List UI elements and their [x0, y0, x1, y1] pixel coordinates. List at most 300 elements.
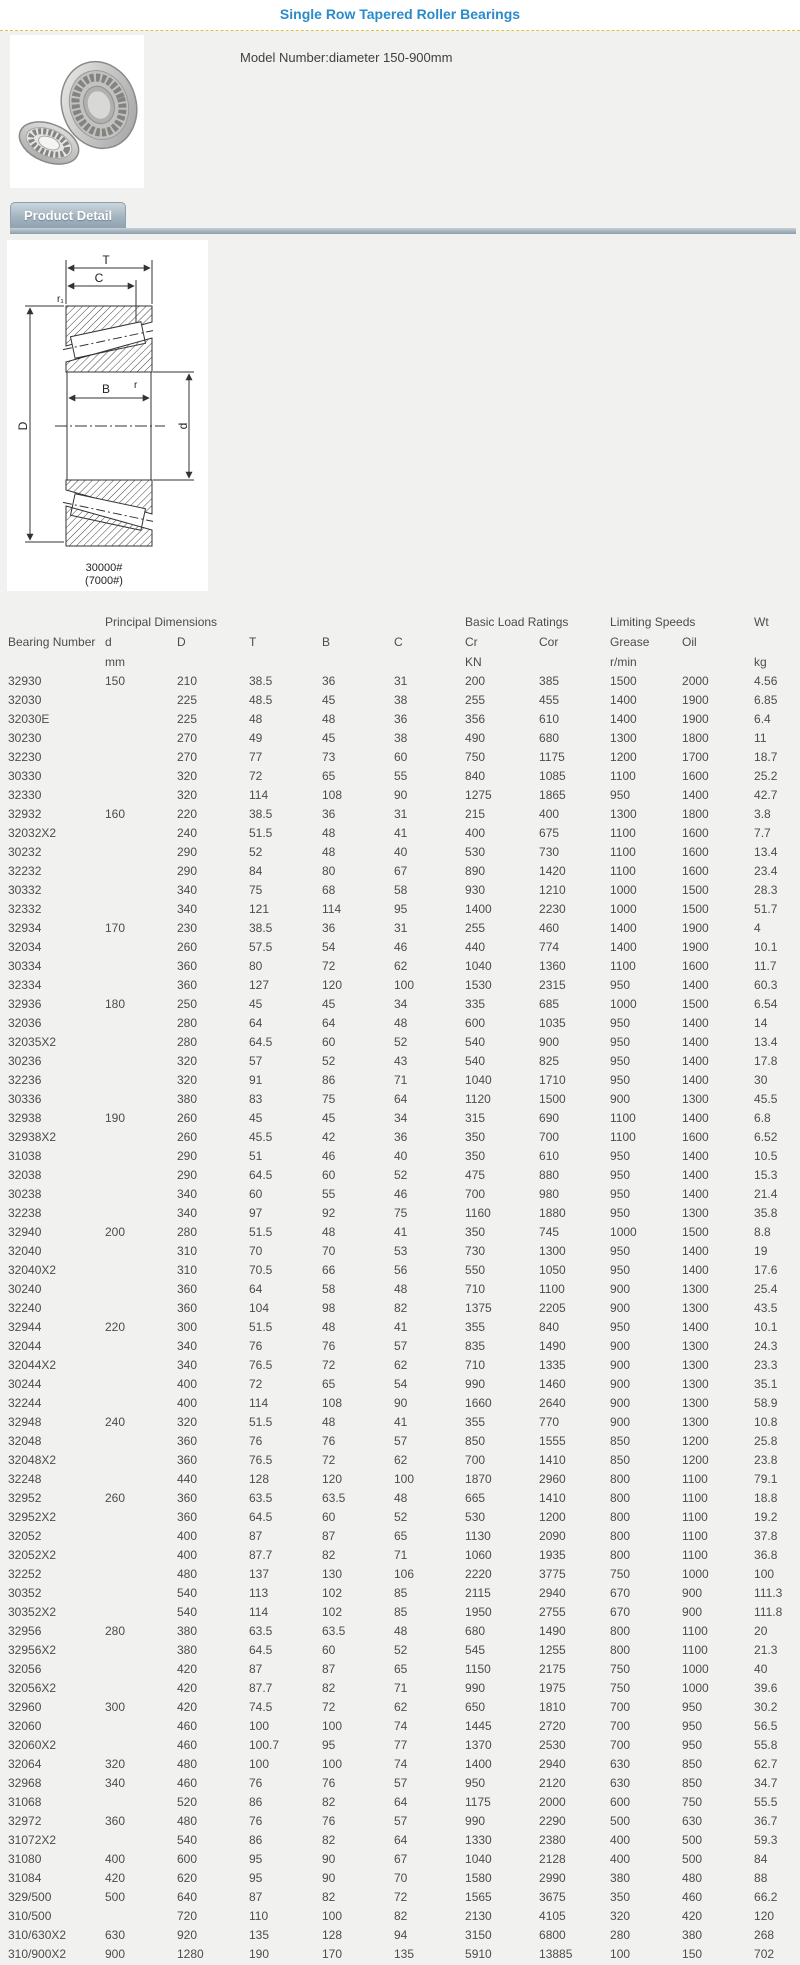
- table-cell: 66: [322, 1263, 336, 1277]
- table-cell: 41: [394, 1225, 408, 1239]
- table-cell: 3.8: [754, 807, 771, 821]
- table-cell: 900: [610, 1396, 631, 1410]
- table-cell: 1400: [682, 1149, 709, 1163]
- table-row: [0, 995, 800, 1014]
- table-row: [0, 1242, 800, 1261]
- table-row: [0, 919, 800, 938]
- cell-bearing-number: 32036: [8, 1016, 42, 1030]
- table-cell: 1060: [465, 1548, 492, 1562]
- dim-label-C: C: [94, 271, 104, 285]
- table-cell: [105, 862, 177, 881]
- table-cell: 40: [394, 845, 408, 859]
- table-cell: 62.7: [754, 1757, 778, 1771]
- table-cell: 52: [322, 1054, 336, 1068]
- table-cell: [105, 1546, 177, 1565]
- cell-bearing-number: 32952: [8, 1491, 42, 1505]
- table-cell: 420: [177, 1681, 198, 1695]
- table-cell: 300: [105, 1700, 126, 1714]
- table-cell: 315: [465, 1111, 486, 1125]
- table-cell: 3675: [539, 1890, 566, 1904]
- cell-bearing-number: 31068: [8, 1795, 42, 1809]
- table-cell: 42: [322, 1130, 336, 1144]
- table-cell: 1040: [465, 1852, 492, 1866]
- table-cell: 1280: [177, 1947, 204, 1961]
- table-cell: 43.5: [754, 1301, 778, 1315]
- table-cell: [105, 1565, 177, 1584]
- table-cell: 87: [322, 1529, 336, 1543]
- table-row: [0, 710, 800, 729]
- table-cell: 850: [610, 1434, 631, 1448]
- table-cell: 850: [465, 1434, 486, 1448]
- title-bar: [0, 0, 800, 31]
- table-cell: 23.3: [754, 1358, 778, 1372]
- table-cell: 36: [322, 921, 336, 935]
- table-cell: 72: [322, 1453, 336, 1467]
- dim-label-D: D: [16, 421, 30, 431]
- table-cell: 54: [322, 940, 336, 954]
- table-row: [0, 1147, 800, 1166]
- table-cell: 480: [177, 1567, 198, 1581]
- cell-bearing-number: 30236: [8, 1054, 42, 1068]
- table-row: [0, 1052, 800, 1071]
- table-cell: 1000: [610, 902, 637, 916]
- cell-bearing-number: 31084: [8, 1871, 42, 1885]
- table-row: [0, 748, 800, 767]
- cell-bearing-number: 310/630X2: [8, 1928, 67, 1942]
- table-cell: 45: [249, 997, 263, 1011]
- table-cell: 680: [539, 731, 560, 745]
- table-cell: 45.5: [754, 1092, 778, 1106]
- table-cell: 31: [394, 674, 408, 688]
- table-cell: 48: [394, 1491, 408, 1505]
- table-cell: 76: [249, 1814, 263, 1828]
- table-cell: 320: [177, 769, 198, 783]
- bearing-cross-section-drawing: [7, 240, 208, 591]
- table-cell: 800: [610, 1624, 631, 1638]
- table-cell: [105, 1394, 177, 1413]
- table-cell: 82: [322, 1890, 336, 1904]
- table-cell: 1300: [682, 1377, 709, 1391]
- table-cell: 1400: [682, 1263, 709, 1277]
- table-cell: 2130: [465, 1909, 492, 1923]
- table-cell: 290: [177, 845, 198, 859]
- table-cell: 1500: [682, 1225, 709, 1239]
- table-cell: 87: [322, 1662, 336, 1676]
- table-cell: 350: [465, 1225, 486, 1239]
- cell-bearing-number: 32040: [8, 1244, 42, 1258]
- table-row: [0, 957, 800, 976]
- table-cell: 1900: [682, 693, 709, 707]
- column-header-row: [0, 632, 800, 652]
- table-cell: 360: [177, 959, 198, 973]
- table-cell: 94: [394, 1928, 408, 1942]
- table-cell: 57: [394, 1776, 408, 1790]
- table-cell: 710: [465, 1282, 486, 1296]
- table-row: [0, 805, 800, 824]
- table-cell: 1900: [682, 712, 709, 726]
- table-cell: 95: [249, 1852, 263, 1866]
- table-cell: 1100: [610, 1130, 636, 1144]
- table-cell: [105, 1907, 177, 1926]
- table-cell: 170: [105, 921, 126, 935]
- table-cell: 64: [394, 1833, 408, 1847]
- col-header-C: C: [394, 635, 403, 649]
- table-cell: 6.52: [754, 1130, 778, 1144]
- table-cell: 76.5: [249, 1358, 273, 1372]
- table-cell: 1810: [539, 1700, 566, 1714]
- table-cell: 1710: [539, 1073, 566, 1087]
- table-cell: 1130: [465, 1529, 491, 1543]
- table-cell: 63.5: [249, 1624, 273, 1638]
- table-cell: 690: [539, 1111, 560, 1125]
- table-cell: 340: [105, 1776, 126, 1790]
- table-cell: [105, 1679, 177, 1698]
- table-cell: 3150: [465, 1928, 492, 1942]
- table-cell: 95: [249, 1871, 263, 1885]
- table-cell: 82: [322, 1681, 336, 1695]
- table-cell: 19.2: [754, 1510, 778, 1524]
- table-cell: 1100: [682, 1643, 708, 1657]
- table-cell: 950: [610, 1244, 631, 1258]
- table-cell: 3775: [539, 1567, 566, 1581]
- table-row: [0, 1413, 800, 1432]
- table-cell: 86: [322, 1073, 336, 1087]
- table-cell: 25.8: [754, 1434, 778, 1448]
- cell-bearing-number: 32330: [8, 788, 42, 802]
- cell-bearing-number: 32938: [8, 1111, 42, 1125]
- table-cell: 10.1: [754, 940, 778, 954]
- table-cell: 880: [539, 1168, 560, 1182]
- table-cell: 1175: [539, 750, 565, 764]
- table-cell: 48: [322, 1225, 336, 1239]
- col-header-B: B: [322, 635, 331, 649]
- table-cell: 385: [539, 674, 560, 688]
- table-cell: 340: [177, 1206, 198, 1220]
- cell-bearing-number: 32940: [8, 1225, 42, 1239]
- table-cell: 135: [394, 1947, 415, 1961]
- table-cell: 52: [249, 845, 263, 859]
- table-row: [0, 1299, 800, 1318]
- table-cell: 60: [322, 1035, 336, 1049]
- table-cell: 72: [394, 1890, 408, 1904]
- table-cell: 111.8: [754, 1605, 783, 1619]
- table-cell: 41: [394, 1320, 408, 1334]
- table-cell: 71: [394, 1548, 408, 1562]
- table-cell: 840: [539, 1320, 560, 1334]
- table-cell: 100.7: [249, 1738, 280, 1752]
- table-cell: 700: [610, 1700, 631, 1714]
- table-cell: 500: [682, 1852, 703, 1866]
- table-cell: 76: [249, 1339, 263, 1353]
- table-cell: 460: [682, 1890, 703, 1904]
- col-header-bearing-number: Bearing Number: [8, 635, 96, 649]
- table-cell: 1600: [682, 959, 709, 973]
- table-cell: 24.3: [754, 1339, 778, 1353]
- table-cell: 36.7: [754, 1814, 778, 1828]
- table-cell: [105, 1299, 177, 1318]
- table-row: [0, 1603, 800, 1622]
- table-cell: [105, 1337, 177, 1356]
- table-cell: 6800: [539, 1928, 566, 1942]
- table-cell: 340: [177, 883, 198, 897]
- table-cell: 2960: [539, 1472, 566, 1486]
- table-row: [0, 1812, 800, 1831]
- cell-bearing-number: 30352X2: [8, 1605, 57, 1619]
- table-cell: 10.5: [754, 1149, 778, 1163]
- table-cell: 950: [610, 1320, 631, 1334]
- table-cell: 260: [105, 1491, 126, 1505]
- cell-bearing-number: 32944: [8, 1320, 42, 1334]
- table-row: [0, 729, 800, 748]
- table-cell: 1300: [682, 1301, 709, 1315]
- table-cell: 102: [322, 1605, 343, 1619]
- table-cell: 1120: [465, 1092, 491, 1106]
- table-cell: 48: [394, 1016, 408, 1030]
- table-cell: 46: [322, 1149, 336, 1163]
- group-header-limiting-speeds: Limiting Speeds: [610, 615, 696, 629]
- cell-bearing-number: 31080: [8, 1852, 42, 1866]
- table-cell: 1275: [465, 788, 492, 802]
- table-cell: 1445: [465, 1719, 492, 1733]
- cell-bearing-number: 32048X2: [8, 1453, 57, 1467]
- table-cell: 11.7: [754, 959, 777, 973]
- table-cell: 500: [105, 1890, 126, 1904]
- table-cell: 102: [322, 1586, 343, 1600]
- table-cell: 100: [394, 978, 415, 992]
- table-cell: 300: [177, 1320, 198, 1334]
- table-cell: 82: [322, 1833, 336, 1847]
- table-cell: 600: [177, 1852, 198, 1866]
- table-cell: 87: [249, 1662, 263, 1676]
- table-cell: 610: [539, 712, 560, 726]
- table-cell: 360: [177, 1510, 198, 1524]
- table-cell: 1400: [610, 693, 637, 707]
- table-cell: 900: [610, 1282, 631, 1296]
- table-cell: 1360: [539, 959, 566, 973]
- table-cell: 900: [610, 1301, 631, 1315]
- cell-bearing-number: 30232: [8, 845, 42, 859]
- table-cell: 1000: [682, 1681, 709, 1695]
- table-cell: 1300: [682, 1358, 709, 1372]
- table-cell: 18.7: [754, 750, 778, 764]
- table-cell: [105, 1356, 177, 1375]
- table-cell: [105, 1166, 177, 1185]
- table-cell: 200: [105, 1225, 126, 1239]
- table-row: [0, 1508, 800, 1527]
- table-cell: 113: [249, 1586, 269, 1600]
- table-cell: 1255: [539, 1643, 566, 1657]
- table-cell: 1400: [682, 1320, 709, 1334]
- table-cell: 1100: [610, 959, 636, 973]
- table-cell: 72: [322, 1700, 336, 1714]
- cell-bearing-number: 31072X2: [8, 1833, 57, 1847]
- table-cell: 70: [322, 1244, 336, 1258]
- cell-bearing-number: 30336: [8, 1092, 42, 1106]
- table-cell: 14: [754, 1016, 768, 1030]
- table-cell: 38.5: [249, 807, 273, 821]
- table-cell: 610: [539, 1149, 560, 1163]
- table-cell: 13.4: [754, 845, 778, 859]
- dim-label-B: B: [101, 382, 111, 396]
- table-cell: 1400: [682, 978, 709, 992]
- table-cell: 1175: [465, 1795, 491, 1809]
- table-cell: 850: [682, 1776, 703, 1790]
- table-cell: 280: [177, 1035, 198, 1049]
- table-cell: 1150: [465, 1662, 491, 1676]
- table-cell: 700: [465, 1453, 486, 1467]
- table-cell: 455: [539, 693, 560, 707]
- table-cell: 46: [394, 1187, 408, 1201]
- table-cell: 900: [610, 1339, 631, 1353]
- table-cell: 73: [322, 750, 336, 764]
- table-cell: 1600: [682, 826, 709, 840]
- table-cell: 710: [465, 1358, 486, 1372]
- table-row: [0, 1926, 800, 1945]
- table-cell: 1400: [610, 940, 637, 954]
- col-header-d: d: [105, 635, 112, 649]
- table-cell: 335: [465, 997, 486, 1011]
- table-cell: 950: [682, 1719, 703, 1733]
- table-cell: [105, 881, 177, 900]
- table-cell: 440: [465, 940, 486, 954]
- table-cell: 52: [394, 1168, 408, 1182]
- cell-bearing-number: 32972: [8, 1814, 42, 1828]
- table-cell: 98: [322, 1301, 336, 1315]
- table-cell: 19: [754, 1244, 768, 1258]
- table-cell: 59.3: [754, 1833, 778, 1847]
- table-cell: [105, 691, 177, 710]
- table-cell: 900: [105, 1947, 126, 1961]
- table-cell: 665: [465, 1491, 486, 1505]
- table-cell: 108: [322, 788, 343, 802]
- table-cell: 900: [610, 1377, 631, 1391]
- table-row: [0, 1337, 800, 1356]
- cell-bearing-number: 310/900X2: [8, 1947, 67, 1961]
- table-cell: 545: [465, 1643, 486, 1657]
- cell-bearing-number: 32064: [8, 1757, 42, 1771]
- table-cell: 88: [754, 1871, 768, 1885]
- table-cell: 230: [177, 921, 198, 935]
- table-row: [0, 1907, 800, 1926]
- table-cell: 1800: [682, 807, 709, 821]
- table-cell: 2315: [539, 978, 566, 992]
- col-header-oil: Oil: [682, 635, 697, 649]
- table-cell: 320: [105, 1757, 126, 1771]
- table-cell: 87: [249, 1890, 263, 1904]
- table-cell: 1950: [465, 1605, 492, 1619]
- table-cell: 800: [610, 1510, 631, 1524]
- product-detail-tab[interactable]: Product Detail: [10, 202, 126, 228]
- table-row: [0, 1679, 800, 1698]
- table-cell: 25.2: [754, 769, 778, 783]
- table-cell: [105, 748, 177, 767]
- cell-bearing-number: 30230: [8, 731, 42, 745]
- table-row: [0, 1584, 800, 1603]
- table-cell: 600: [465, 1016, 486, 1030]
- table-cell: [105, 976, 177, 995]
- table-cell: 990: [465, 1814, 486, 1828]
- table-cell: [105, 1280, 177, 1299]
- cell-bearing-number: 32240: [8, 1301, 42, 1315]
- table-cell: [105, 1470, 177, 1489]
- table-cell: 10.1: [754, 1320, 778, 1334]
- table-cell: 268: [754, 1928, 775, 1942]
- table-cell: 92: [322, 1206, 336, 1220]
- table-cell: 72: [249, 769, 263, 783]
- table-cell: 43: [394, 1054, 408, 1068]
- table-cell: [105, 1375, 177, 1394]
- table-cell: 630: [682, 1814, 703, 1828]
- table-row: [0, 1375, 800, 1394]
- table-cell: 670: [610, 1605, 631, 1619]
- table-cell: 1400: [682, 1073, 709, 1087]
- table-cell: 1400: [610, 712, 637, 726]
- table-cell: 1565: [465, 1890, 492, 1904]
- table-cell: 6.8: [754, 1111, 771, 1125]
- diagram-series-code-alt: (7000#): [85, 575, 123, 587]
- table-cell: 1100: [682, 1491, 708, 1505]
- cell-bearing-number: 32060X2: [8, 1738, 57, 1752]
- table-cell: 52: [394, 1510, 408, 1524]
- table-row: [0, 1736, 800, 1755]
- table-cell: 180: [105, 997, 126, 1011]
- table-cell: 475: [465, 1168, 486, 1182]
- units-row: [0, 652, 800, 672]
- cell-bearing-number: 32034: [8, 940, 42, 954]
- table-cell: [105, 1071, 177, 1090]
- table-cell: 120: [754, 1909, 775, 1923]
- table-cell: 2220: [465, 1567, 492, 1581]
- table-cell: 1040: [465, 1073, 492, 1087]
- page-title: Single Row Tapered Roller Bearings: [279, 6, 521, 22]
- table-cell: 835: [465, 1339, 486, 1353]
- table-cell: 680: [465, 1624, 486, 1638]
- table-cell: 111.3: [754, 1586, 783, 1600]
- table-cell: 1975: [539, 1681, 566, 1695]
- table-cell: 1330: [465, 1833, 492, 1847]
- table-cell: 2128: [539, 1852, 566, 1866]
- table-cell: 620: [177, 1871, 198, 1885]
- table-cell: 270: [177, 750, 198, 764]
- table-cell: 83: [249, 1092, 263, 1106]
- table-row: [0, 1888, 800, 1907]
- table-cell: 48.5: [249, 693, 273, 707]
- table-cell: [105, 1584, 177, 1603]
- table-cell: 76: [249, 1776, 263, 1790]
- table-cell: 380: [177, 1643, 198, 1657]
- table-cell: 400: [610, 1852, 631, 1866]
- table-cell: 1100: [682, 1529, 708, 1543]
- table-cell: 128: [249, 1472, 270, 1486]
- cell-bearing-number: 32952X2: [8, 1510, 57, 1524]
- table-cell: 440: [177, 1472, 198, 1486]
- cell-bearing-number: 32056X2: [8, 1681, 57, 1695]
- group-header-wt: Wt: [754, 615, 769, 629]
- table-cell: 850: [682, 1757, 703, 1771]
- table-cell: 290: [177, 864, 198, 878]
- table-cell: 700: [539, 1130, 560, 1144]
- table-cell: 1100: [610, 826, 636, 840]
- table-cell: 1040: [465, 959, 492, 973]
- table-cell: 1000: [610, 883, 637, 897]
- table-cell: 21.4: [754, 1187, 778, 1201]
- table-cell: 225: [177, 693, 198, 707]
- table-cell: 1200: [610, 750, 637, 764]
- table-cell: 900: [610, 1358, 631, 1372]
- table-cell: 1210: [539, 883, 566, 897]
- table-cell: 76.5: [249, 1453, 273, 1467]
- table-cell: 675: [539, 826, 560, 840]
